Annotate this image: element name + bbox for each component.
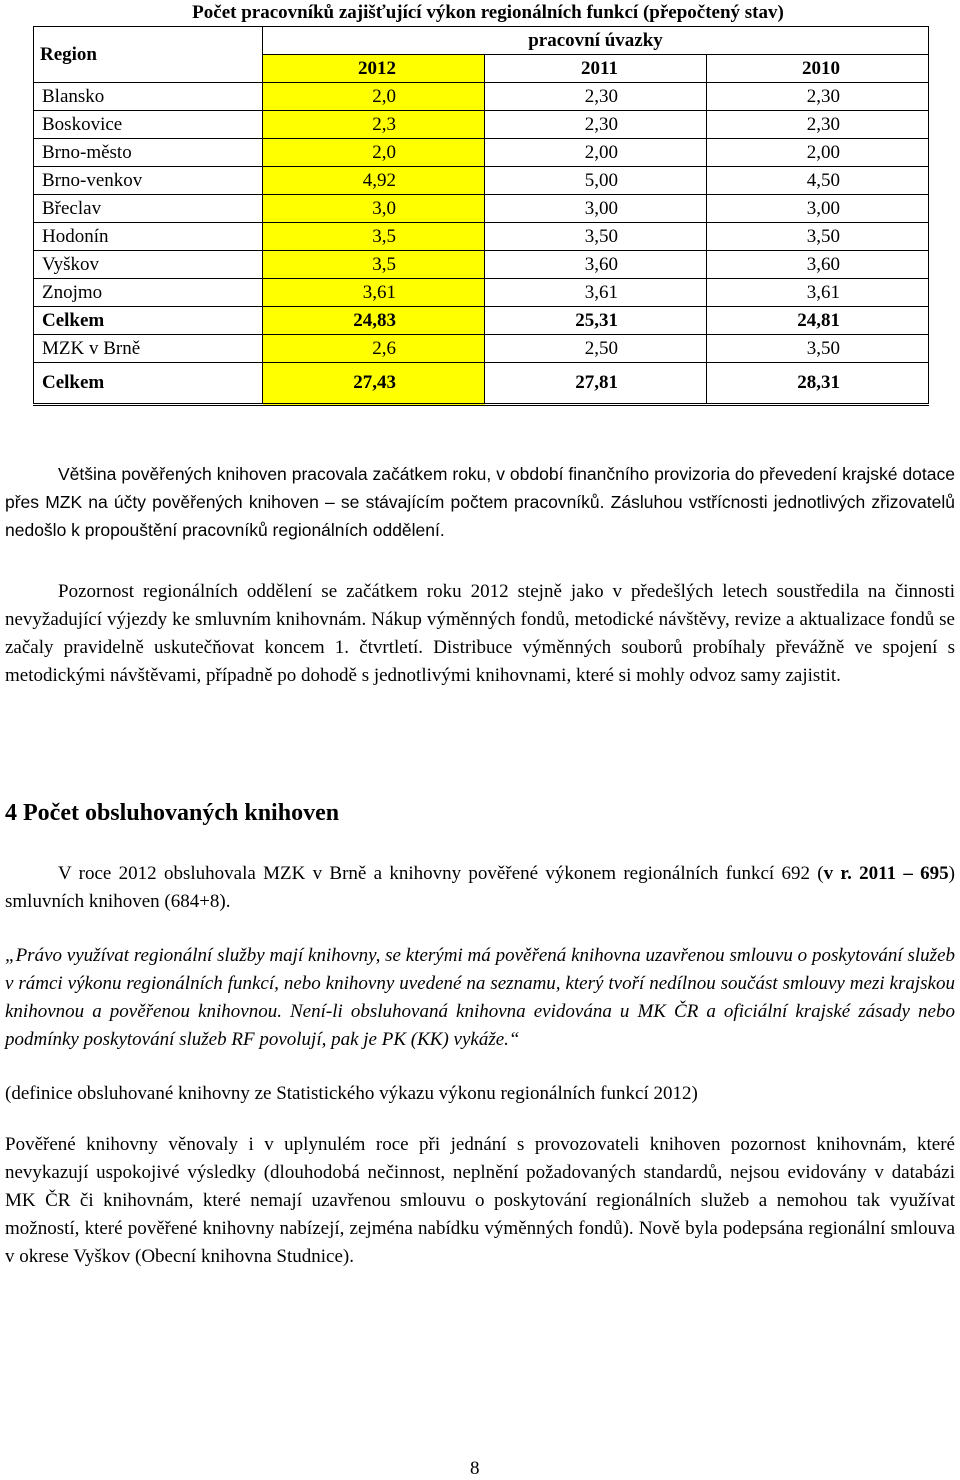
value-2010: 2,00 bbox=[707, 139, 929, 167]
page-number: 8 bbox=[470, 1458, 480, 1479]
region-cell: Celkem bbox=[34, 307, 263, 335]
value-2012: 2,3 bbox=[263, 111, 485, 139]
value-2011: 3,60 bbox=[485, 251, 707, 279]
value-2011: 3,50 bbox=[485, 223, 707, 251]
value-2010: 4,50 bbox=[707, 167, 929, 195]
value-2010: 28,31 bbox=[707, 363, 929, 405]
value-2010: 3,61 bbox=[707, 279, 929, 307]
region-cell: Boskovice bbox=[34, 111, 263, 139]
value-2011: 2,30 bbox=[485, 111, 707, 139]
table-row bbox=[34, 111, 929, 139]
value-2012: 3,5 bbox=[263, 251, 485, 279]
table-row bbox=[34, 83, 929, 111]
definition-quote: „Právo využívat regionální služby mají knihovny, se kterými má pověřená knihovna uzavřenou smlouvu o poskytování služeb v rámci výkonu regionálních funkcí, nebo knihovny uvedené na seznamu, který tvoří nedílnou součást smlouvy mezi krajskou knihovnou a pověřenou knihovnou. Není-li obsluhovaná knihovna evidována u MK ČR a oficiální krajské zásady nebo podmínky poskytování služeb RF povolují, pak je PK (KK) vykáže.“ bbox=[5, 945, 955, 1050]
region-cell: Břeclav bbox=[34, 195, 263, 223]
value-2012: 2,0 bbox=[263, 139, 485, 167]
value-2010: 3,50 bbox=[707, 335, 929, 363]
table-row bbox=[34, 139, 929, 167]
region-cell: Celkem bbox=[34, 363, 263, 405]
count-text-1: V roce 2012 obsluhovala MZK v Brně a knihovny pověřené výkonem regionálních funkcí 692 ( bbox=[58, 863, 824, 884]
region-cell: MZK v Brně bbox=[34, 335, 263, 363]
value-2012: 3,5 bbox=[263, 223, 485, 251]
value-2010: 3,60 bbox=[707, 251, 929, 279]
value-2010: 2,30 bbox=[707, 83, 929, 111]
paragraph-count bbox=[5, 860, 955, 916]
region-cell: Brno-venkov bbox=[34, 167, 263, 195]
value-2011: 3,00 bbox=[485, 195, 707, 223]
table-row bbox=[34, 167, 929, 195]
value-2011: 27,81 bbox=[485, 363, 707, 405]
region-cell: Vyškov bbox=[34, 251, 263, 279]
value-2010: 3,50 bbox=[707, 223, 929, 251]
table-row bbox=[34, 279, 929, 307]
table-title: Počet pracovníků zajišťující výkon regionálních funkcí (přepočtený stav) bbox=[192, 2, 784, 23]
value-2012: 3,61 bbox=[263, 279, 485, 307]
year-header: 2012 bbox=[263, 55, 485, 83]
value-2011: 5,00 bbox=[485, 167, 707, 195]
paragraph-focus: Pozornost regionálních oddělení se začátkem roku 2012 stejně jako v předešlých letech soustředila na činnosti nevyžadující výjezdy ke smluvním knihovnám. Nákup výměnných fondů, metodické návštěvy, revize a aktualizace fondů se začaly pravidelně uskutečňovat koncem 1. čtvrtletí. Distribuce výměnných souborů probíhaly převážně ve spojení s metodickými návštěvami, případně po dohodě s jednotlivými knihovnami, které si mohly odvoz samy zajistit. bbox=[5, 581, 955, 686]
region-cell: Hodonín bbox=[34, 223, 263, 251]
value-2010: 3,00 bbox=[707, 195, 929, 223]
table-row bbox=[34, 195, 929, 223]
table-row bbox=[34, 335, 929, 363]
staff-table bbox=[33, 26, 929, 406]
region-header: Region bbox=[34, 27, 263, 83]
value-2011: 2,50 bbox=[485, 335, 707, 363]
count-text-2: ) smluvních knihoven (684+8). bbox=[5, 863, 955, 912]
paragraph-staffing: Většina pověřených knihoven pracovala začátkem roku, v období finančního provizoria do převedení krajské dotace přes MZK na účty pověřených knihoven – se stávajícím počtem pracovníků. Zásluhou vstřícnosti jednotlivých zřizovatelů nedošlo k propouštění pracovníků regionálních oddělení. bbox=[5, 464, 955, 540]
value-2012: 2,6 bbox=[263, 335, 485, 363]
value-2011: 2,30 bbox=[485, 83, 707, 111]
value-2010: 2,30 bbox=[707, 111, 929, 139]
value-2012: 3,0 bbox=[263, 195, 485, 223]
definition-source: (definice obsluhované knihovny ze Statistického výkazu výkonu regionálních funkcí 2012) bbox=[5, 1083, 698, 1104]
value-2011: 3,61 bbox=[485, 279, 707, 307]
count-text-bold: v r. 2011 – 695 bbox=[823, 863, 949, 884]
section-heading: 4 Počet obsluhovaných knihoven bbox=[5, 800, 340, 826]
value-2012: 2,0 bbox=[263, 83, 485, 111]
year-header: 2010 bbox=[707, 55, 929, 83]
value-2012: 27,43 bbox=[263, 363, 485, 405]
region-cell: Blansko bbox=[34, 83, 263, 111]
region-cell: Brno-město bbox=[34, 139, 263, 167]
table-row bbox=[34, 251, 929, 279]
value-2011: 2,00 bbox=[485, 139, 707, 167]
value-2010: 24,81 bbox=[707, 307, 929, 335]
table-row bbox=[34, 223, 929, 251]
value-2012: 4,92 bbox=[263, 167, 485, 195]
region-cell: Znojmo bbox=[34, 279, 263, 307]
value-2012: 24,83 bbox=[263, 307, 485, 335]
total-row bbox=[34, 363, 929, 405]
year-header: 2011 bbox=[485, 55, 707, 83]
subtotal-row bbox=[34, 307, 929, 335]
paragraph-attention: Pověřené knihovny věnovaly i v uplynulém roce při jednání s provozovateli knihoven pozornost knihovnám, které nevykazují uspokojivé výsledky (dlouhodobá nečinnost, neplnění požadovaných standardů, nejsou evidovány v databázi MK ČR či knihovnám, které nemají uzavřenou smlouvu o poskytování regionálních služeb a nemohou tak využívat možností, které pověřené knihovny nabízejí, zejména nabídku výměnných fondů). Nově byla podepsána regionální smlouva v okrese Vyškov (Obecní knihovna Studnice). bbox=[5, 1134, 955, 1267]
group-header: pracovní úvazky bbox=[263, 27, 929, 55]
value-2011: 25,31 bbox=[485, 307, 707, 335]
